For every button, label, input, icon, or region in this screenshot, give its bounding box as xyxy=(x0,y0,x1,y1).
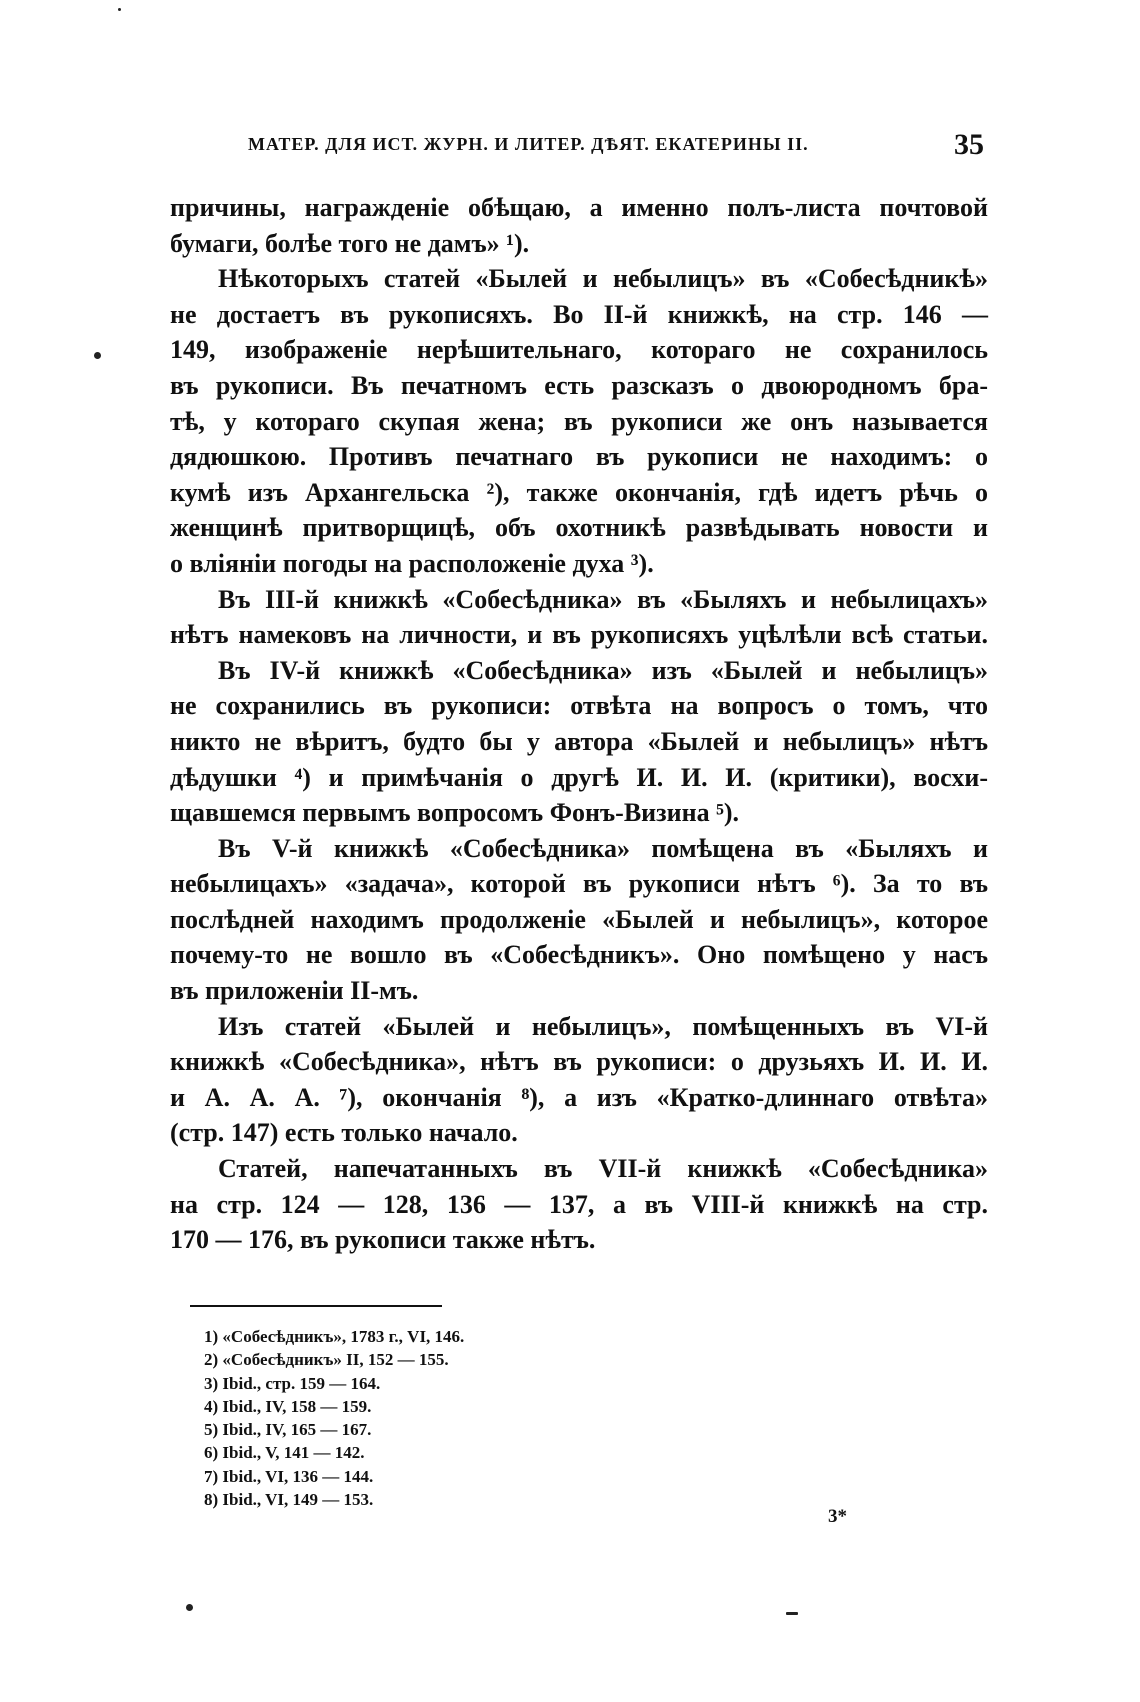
footnote: 3) Ibid., стр. 159 — 164. xyxy=(204,1373,381,1393)
text-line: въ рукописи. Въ печатномъ есть разсказъ о двоюродномъ бра- xyxy=(170,370,988,400)
footnotes xyxy=(204,1325,704,1511)
footnote: 6) Ibid., V, 141 — 142. xyxy=(204,1443,365,1463)
text-line: нѣтъ намековъ на личности, и въ рукописяхъ уцѣлѣли всѣ статьи. xyxy=(170,620,988,650)
footnote-divider xyxy=(190,1305,442,1307)
text-line: дядюшкою. Противъ печатнаго въ рукописи не находимъ: о xyxy=(170,442,988,472)
text-line: 170 — 176, въ рукописи также нѣтъ. xyxy=(170,1225,596,1255)
text-line: 149, изображеніе нерѣшительнаго, котораго не сохранилось xyxy=(170,335,988,365)
text-line: причины, награжденіе обѣщаю, а именно полъ-листа почтовой xyxy=(170,193,988,222)
running-title: МАТЕР. ДЛЯ ИСТ. ЖУРН. И ЛИТЕР. ДѢЯТ. ЕКАТЕРИНЫ II. xyxy=(248,134,809,154)
page-number: 35 xyxy=(954,128,984,161)
text-line: тѣ, у котораго скупая жена; въ рукописи же онъ называется xyxy=(170,406,988,436)
text-line: на стр. 124 — 128, 136 — 137, а въ VIII-й книжкѣ на стр. xyxy=(170,1189,988,1219)
text-line: не сохранились въ рукописи: отвѣта на вопросъ о томъ, что xyxy=(170,691,988,721)
text-line: въ приложеніи II-мъ. xyxy=(170,976,419,1006)
text-line: Въ III-й книжкѣ «Собесѣдника» въ «Быляхъ и небылицахъ» xyxy=(218,584,988,614)
text-line: женщинѣ притворщицѣ, объ охотникѣ развѣдывать новости и xyxy=(170,513,988,543)
text-line: кумѣ изъ Архангельска ²), также окончанія, гдѣ идетъ рѣчь о xyxy=(170,477,988,507)
text-line: Въ IV-й книжкѣ «Собесѣдника» изъ «Былей и небылицъ» xyxy=(218,655,988,685)
scan-speck xyxy=(186,1604,193,1611)
running-header xyxy=(248,128,984,164)
text-line: никто не вѣритъ, будто бы у автора «Былей и небылицъ» нѣтъ xyxy=(170,726,988,756)
footnote: 2) «Собесѣдникъ» II, 152 — 155. xyxy=(204,1350,449,1370)
text-line: Изъ статей «Былей и небылицъ», помѣщенныхъ въ VI-й xyxy=(218,1011,988,1041)
text-line: бумаги, болѣе того не дамъ» ¹). xyxy=(170,228,530,258)
text-line: книжкѣ «Собесѣдника», нѣтъ въ рукописи: о друзьяхъ И. И. И. xyxy=(170,1047,988,1077)
text-line: Статей, напечатанныхъ въ VII-й книжкѣ «Собесѣдника» xyxy=(218,1154,988,1184)
text-line: не достаетъ въ рукописяхъ. Во II-й книжкѣ, на стр. 146 — xyxy=(170,299,988,329)
scan-speck xyxy=(118,8,121,11)
signature-mark: 3* xyxy=(828,1506,847,1527)
text-line: Нѣкоторыхъ статей «Былей и небылицъ» въ «Собесѣдникѣ» xyxy=(218,264,988,294)
text-line: и А. А. А. ⁷), окончанія ⁸), а изъ «Кратко-длиннаго отвѣта» xyxy=(170,1082,988,1112)
text-line: небылицахъ» «задача», которой въ рукописи нѣтъ ⁶). За то въ xyxy=(170,869,988,899)
body-text xyxy=(170,190,988,1258)
text-line: (стр. 147) есть только начало. xyxy=(170,1118,518,1148)
footnote: 5) Ibid., IV, 165 — 167. xyxy=(204,1420,372,1440)
footnote: 4) Ibid., IV, 158 — 159. xyxy=(204,1396,372,1416)
text-line: послѣдней находимъ продолженіе «Былей и небылицъ», которое xyxy=(170,904,988,934)
text-line: почему-то не вошло въ «Собесѣдникъ». Оно помѣщено у насъ xyxy=(170,940,988,970)
scan-speck xyxy=(786,1612,798,1615)
footnote: 8) Ibid., VI, 149 — 153. xyxy=(204,1490,374,1510)
text-line: Въ V-й книжкѣ «Собесѣдника» помѣщена въ «Быляхъ и xyxy=(218,833,988,863)
footnote: 7) Ibid., VI, 136 — 144. xyxy=(204,1466,374,1486)
text-line: о вліяніи погоды на расположеніе духа ³). xyxy=(170,548,654,578)
text-line: дѣдушки ⁴) и примѣчанія о другѣ И. И. И. (критики), восхи- xyxy=(170,762,988,792)
text-line: щавшемся первымъ вопросомъ Фонъ-Визина ⁵). xyxy=(170,798,740,828)
footnote: 1) «Собесѣдникъ», 1783 г., VI, 146. xyxy=(204,1327,465,1346)
scan-speck xyxy=(94,352,101,359)
